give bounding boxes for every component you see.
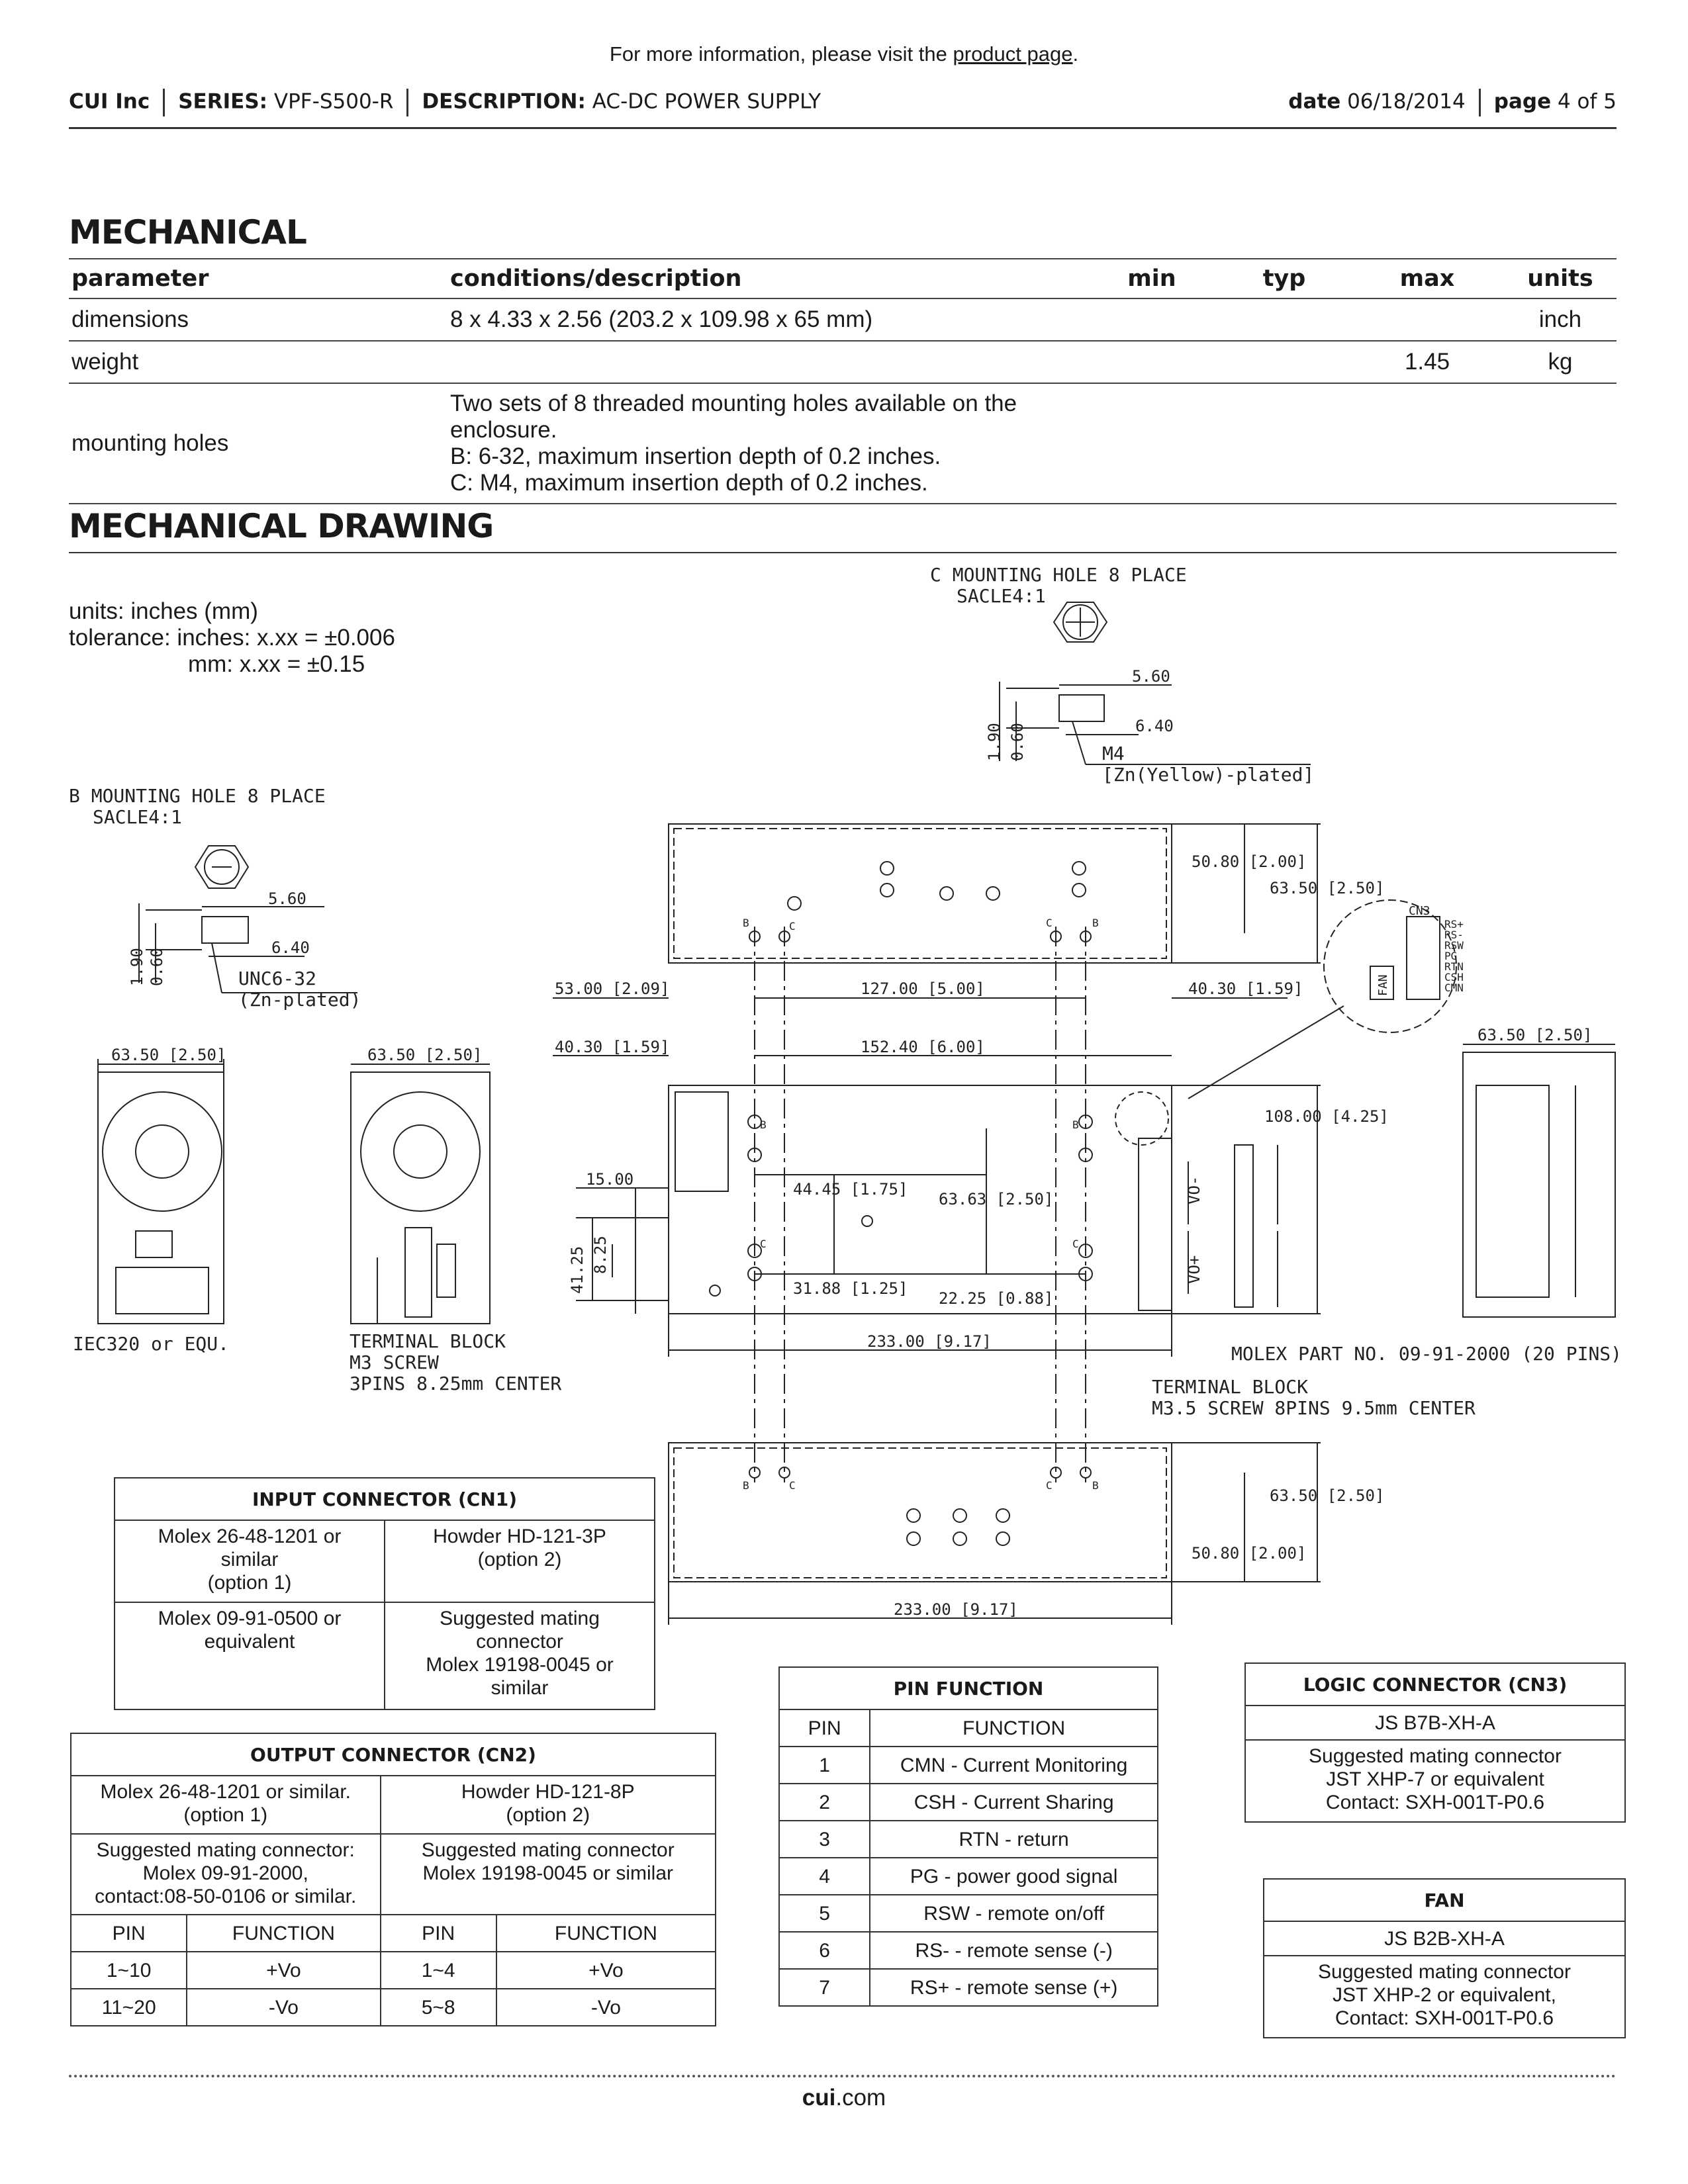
b-marker: B — [760, 1118, 767, 1131]
logic-connector-title: LOGIC CONNECTOR (CN3) — [1245, 1663, 1625, 1706]
cell: 7 — [779, 1969, 870, 2006]
function-header: FUNCTION — [187, 1915, 380, 1952]
cell: +Vo — [496, 1952, 716, 1989]
c-marker: C — [1046, 1479, 1053, 1492]
output-mating1 — [71, 1834, 381, 1915]
dim-5080b: 50.80 [2.00] — [1192, 1544, 1307, 1563]
dim-15240: 152.40 [6.00] — [861, 1038, 985, 1056]
series-label: SERIES: — [178, 89, 268, 114]
c-marker: C — [1072, 1238, 1079, 1250]
footer — [0, 2085, 1688, 2111]
function-header: FUNCTION — [496, 1915, 716, 1952]
input-connector-title: INPUT CONNECTOR (CN1) — [115, 1478, 655, 1520]
terminal-block-1-line2: M3 SCREW — [350, 1351, 439, 1373]
cell: 5~8 — [381, 1989, 496, 2026]
dim-4030b: 40.30 [1.59] — [555, 1038, 670, 1056]
dim-23300b: 233.00 [9.17] — [894, 1600, 1018, 1619]
cn3-pin: RSW — [1444, 939, 1464, 952]
c-m4: M4 — [1102, 743, 1125, 764]
text-line: Molex 09-91-0500 or — [158, 1608, 342, 1629]
cell: 1 — [779, 1747, 870, 1784]
output-connector-table — [70, 1733, 716, 2026]
cell-parameter: weight — [69, 341, 447, 383]
mounting-line: Two sets of 8 threaded mounting holes available on the enclosure. — [450, 390, 1017, 443]
pin-header: PIN — [779, 1709, 870, 1747]
col-conditions: conditions/description — [447, 259, 1086, 298]
text-line: Molex 19198-0045 or — [426, 1654, 614, 1676]
text-line: (option 2) — [506, 1804, 590, 1826]
units-line: units: inches (mm) — [69, 598, 258, 624]
text-line: Suggested mating connector — [421, 1839, 675, 1861]
tolerance-mm-line: mm: x.xx = ±0.15 — [188, 651, 365, 677]
c-scale-label: SACLE4:1 — [957, 585, 1046, 607]
dim-12700: 127.00 [5.00] — [861, 979, 985, 998]
col-parameter: parameter — [69, 259, 447, 298]
terminal-block-1-line1: TERMINAL BLOCK — [350, 1330, 506, 1352]
text-line: Suggested mating connector: — [96, 1839, 355, 1861]
description-value: AC-DC POWER SUPPLY — [592, 89, 821, 114]
text-line: similar — [491, 1677, 549, 1699]
fan-mating — [1264, 1956, 1625, 2038]
table-row — [779, 1932, 1158, 1969]
top-view-enclosure — [669, 824, 1321, 963]
text-line: Howder HD-121-3P — [433, 1525, 606, 1547]
cell: CSH - Current Sharing — [870, 1784, 1158, 1821]
cell: RS- - remote sense (-) — [870, 1932, 1158, 1969]
text-line: Molex 09-91-2000, — [142, 1862, 308, 1884]
cell-parameter: dimensions — [69, 298, 447, 341]
c-marker: C — [1046, 917, 1053, 929]
c-marker: C — [760, 1238, 767, 1250]
dim-3188: 31.88 [1.25] — [793, 1279, 908, 1298]
vo-minus-label: VO- — [1185, 1175, 1203, 1205]
date-label: date — [1288, 89, 1341, 114]
text-line: Molex 26-48-1201 or similar. — [100, 1781, 351, 1803]
text-line: Suggested mating connector — [1309, 1745, 1562, 1767]
c-dim-060: 0.60 — [1008, 723, 1027, 761]
text-line: JST XHP-2 or equivalent, — [1333, 1984, 1556, 2006]
b-marker: B — [743, 917, 749, 929]
table-row — [779, 1784, 1158, 1821]
cell: 2 — [779, 1784, 870, 1821]
dim-2225: 22.25 [0.88] — [939, 1289, 1054, 1308]
molex-part-label: MOLEX PART NO. 09-91-2000 (20 PINS) — [1231, 1343, 1622, 1365]
c-dim-190: 1.90 — [985, 723, 1004, 761]
dim-4445: 44.45 [1.75] — [793, 1180, 908, 1199]
mounting-line: B: 6-32, maximum insertion depth of 0.2 inches. — [450, 443, 941, 469]
output-connector-title: OUTPUT CONNECTOR (CN2) — [71, 1733, 716, 1776]
cell: RSW - remote on/off — [870, 1895, 1158, 1932]
table-row — [71, 1952, 716, 1989]
b-dim-640: 6.40 — [271, 938, 310, 957]
left-end-view-iec — [98, 1059, 224, 1324]
text-line: (option 2) — [477, 1549, 562, 1570]
text-line: (option 1) — [207, 1572, 292, 1594]
terminal-block-2-line1: TERMINAL BLOCK — [1152, 1376, 1309, 1398]
b-plating: (Zn-plated) — [238, 989, 361, 1011]
table-row — [779, 1969, 1158, 2006]
text-line: contact:08-50-0106 or similar. — [95, 1886, 357, 1907]
c-dim-560: 5.60 — [1132, 667, 1170, 686]
pin-function-title: PIN FUNCTION — [779, 1667, 1158, 1709]
description-label: DESCRIPTION: — [422, 89, 586, 114]
dim-5080: 50.80 [2.00] — [1192, 852, 1307, 871]
product-page-link[interactable]: product page — [953, 42, 1073, 66]
cell: RTN - return — [870, 1821, 1158, 1858]
dim-5300: 53.00 [2.09] — [555, 979, 670, 998]
table-row — [779, 1895, 1158, 1932]
text-line: Contact: SXH-001T-P0.6 — [1325, 1792, 1545, 1813]
dim-6350-right: 63.50 [2.50] — [1477, 1026, 1593, 1044]
cell: CMN - Current Monitoring — [870, 1747, 1158, 1784]
mounting-line: C: M4, maximum insertion depth of 0.2 inches. — [450, 470, 928, 496]
input-mating1 — [115, 1602, 385, 1709]
cell-units: kg — [1504, 341, 1617, 383]
dim-6363: 63.63 [2.50] — [939, 1190, 1054, 1208]
cn3-pin: RS- — [1444, 929, 1464, 941]
cell: 4 — [779, 1858, 870, 1895]
cn3-pin-labels — [1444, 918, 1464, 994]
pin-function-table — [778, 1666, 1158, 2007]
b-dim-190: 1.90 — [128, 948, 146, 986]
input-connector-table — [114, 1477, 655, 1710]
top-note-text: For more information, please visit the — [609, 42, 953, 66]
col-min: min — [1086, 259, 1218, 298]
terminal-block-1-line3: 3PINS 8.25mm CENTER — [350, 1373, 562, 1394]
cell: 6 — [779, 1932, 870, 1969]
cell: PG - power good signal — [870, 1858, 1158, 1895]
text-line: equivalent — [204, 1631, 295, 1653]
text-line: Howder HD-121-8P — [461, 1781, 635, 1803]
cn3-pin: RTN — [1444, 960, 1464, 973]
c-hole-label: C MOUNTING HOLE 8 PLACE — [930, 564, 1187, 586]
dim-4125: 41.25 — [568, 1246, 586, 1294]
page-value: 4 of 5 — [1557, 89, 1617, 114]
series-value: VPF-S500-R — [273, 89, 394, 114]
mechanical-title: MECHANICAL — [69, 213, 306, 251]
dim-6350-left2: 63.50 [2.50] — [367, 1046, 483, 1064]
footer-brand-rest[interactable]: .com — [835, 2085, 886, 2111]
cell: -Vo — [496, 1989, 716, 2026]
col-typ: typ — [1218, 259, 1350, 298]
cn3-pin: CMN — [1444, 981, 1464, 994]
function-header: FUNCTION — [870, 1709, 1158, 1747]
drawing-title: MECHANICAL DRAWING — [69, 507, 494, 545]
fan-part: JS B2B-XH-A — [1264, 1921, 1625, 1956]
output-option2 — [381, 1776, 716, 1834]
main-view-enclosure — [576, 1085, 1321, 1357]
dim-6350b: 63.50 [2.50] — [1270, 1486, 1385, 1505]
dim-6350-left1: 63.50 [2.50] — [111, 1046, 226, 1064]
b-scale-label: SACLE4:1 — [93, 806, 182, 828]
b-dim-560: 5.60 — [268, 889, 306, 908]
cell: -Vo — [187, 1989, 380, 2026]
b-marker: B — [1072, 1118, 1079, 1131]
vo-plus-label: VO+ — [1185, 1255, 1203, 1284]
c-plating: [Zn(Yellow)-plated] — [1102, 764, 1315, 786]
text-line: connector — [476, 1631, 563, 1653]
c-dim-640: 6.40 — [1135, 717, 1174, 735]
b-dim-060: 0.60 — [148, 948, 166, 986]
b-marker: B — [743, 1479, 749, 1492]
fan-title: FAN — [1264, 1879, 1625, 1921]
cell-conditions: 8 x 4.33 x 2.56 (203.2 x 109.98 x 65 mm) — [447, 298, 1086, 341]
tolerance-line: tolerance: inches: x.xx = ±0.006 — [69, 625, 395, 651]
cell: RS+ - remote sense (+) — [870, 1969, 1158, 2006]
text-line: Suggested mating connector — [1318, 1961, 1571, 1983]
table-row — [779, 1858, 1158, 1895]
text-line: JST XHP-7 or equivalent — [1326, 1768, 1544, 1790]
b-marker: B — [1092, 917, 1099, 929]
footer-brand-bold[interactable]: cui — [802, 2085, 836, 2111]
cell: +Vo — [187, 1952, 380, 1989]
input-option2 — [385, 1520, 655, 1602]
c-marker: C — [789, 920, 796, 933]
cell: 3 — [779, 1821, 870, 1858]
b-unc: UNC6-32 — [238, 968, 317, 989]
cell-parameter: mounting holes — [69, 383, 447, 504]
cell-units: inch — [1504, 298, 1617, 341]
table-row — [779, 1821, 1158, 1858]
date-value: 06/18/2014 — [1347, 89, 1466, 114]
text-line: similar — [220, 1549, 279, 1570]
cell: 1~4 — [381, 1952, 496, 1989]
table-row — [71, 1989, 716, 2026]
col-units: units — [1504, 259, 1617, 298]
text-line: Suggested mating — [440, 1608, 600, 1629]
cell-max: 1.45 — [1350, 341, 1504, 383]
cell: 1~10 — [71, 1952, 187, 1989]
logic-connector-mating — [1245, 1740, 1625, 1822]
text-line: (option 1) — [183, 1804, 268, 1826]
cn3-pin: RS+ — [1444, 918, 1464, 931]
left-end-view-terminal — [351, 1064, 490, 1324]
table-row — [779, 1747, 1158, 1784]
footer-divider — [69, 2075, 1617, 2077]
page-label: page — [1493, 89, 1552, 114]
dim-10800: 108.00 [4.25] — [1264, 1107, 1389, 1126]
dim-23300: 233.00 [9.17] — [867, 1332, 992, 1351]
cell: 5 — [779, 1895, 870, 1932]
dim-825: 8.25 — [591, 1236, 610, 1274]
cn3-pin: CSH — [1444, 971, 1464, 983]
cn3-label: CN3 — [1409, 904, 1430, 918]
cn3-pin: PG — [1444, 950, 1458, 962]
b-hole-label: B MOUNTING HOLE 8 PLACE — [69, 785, 326, 807]
c-marker: C — [789, 1479, 796, 1492]
fan-label: FAN — [1376, 974, 1390, 996]
col-max: max — [1350, 259, 1504, 298]
pin-header: PIN — [71, 1915, 187, 1952]
text-line: Contact: SXH-001T-P0.6 — [1335, 2007, 1554, 2029]
logic-connector-part: JS B7B-XH-A — [1245, 1706, 1625, 1740]
b-marker: B — [1092, 1479, 1099, 1492]
dim-6350: 63.50 [2.50] — [1270, 879, 1385, 897]
company-name: CUI Inc — [69, 89, 150, 114]
output-option1 — [71, 1776, 381, 1834]
logic-connector-table — [1244, 1662, 1626, 1823]
output-mating2 — [381, 1834, 716, 1915]
terminal-block-2-line2: M3.5 SCREW 8PINS 9.5mm CENTER — [1152, 1397, 1476, 1419]
pin-header: PIN — [381, 1915, 496, 1952]
dim-4030: 40.30 [1.59] — [1188, 979, 1303, 998]
fan-connector-table — [1263, 1878, 1626, 2038]
cell: 11~20 — [71, 1989, 187, 2026]
input-option1 — [115, 1520, 385, 1602]
right-end-view — [1463, 1044, 1615, 1317]
text-line: Molex 26-48-1201 or — [158, 1525, 342, 1547]
input-mating2 — [385, 1602, 655, 1709]
text-line: Molex 19198-0045 or similar — [422, 1862, 673, 1884]
top-note-suffix: . — [1072, 42, 1079, 66]
bottom-view-enclosure — [669, 1443, 1321, 1625]
dim-1500: 15.00 — [586, 1170, 634, 1189]
iec-label: IEC320 or EQU. — [73, 1333, 230, 1355]
